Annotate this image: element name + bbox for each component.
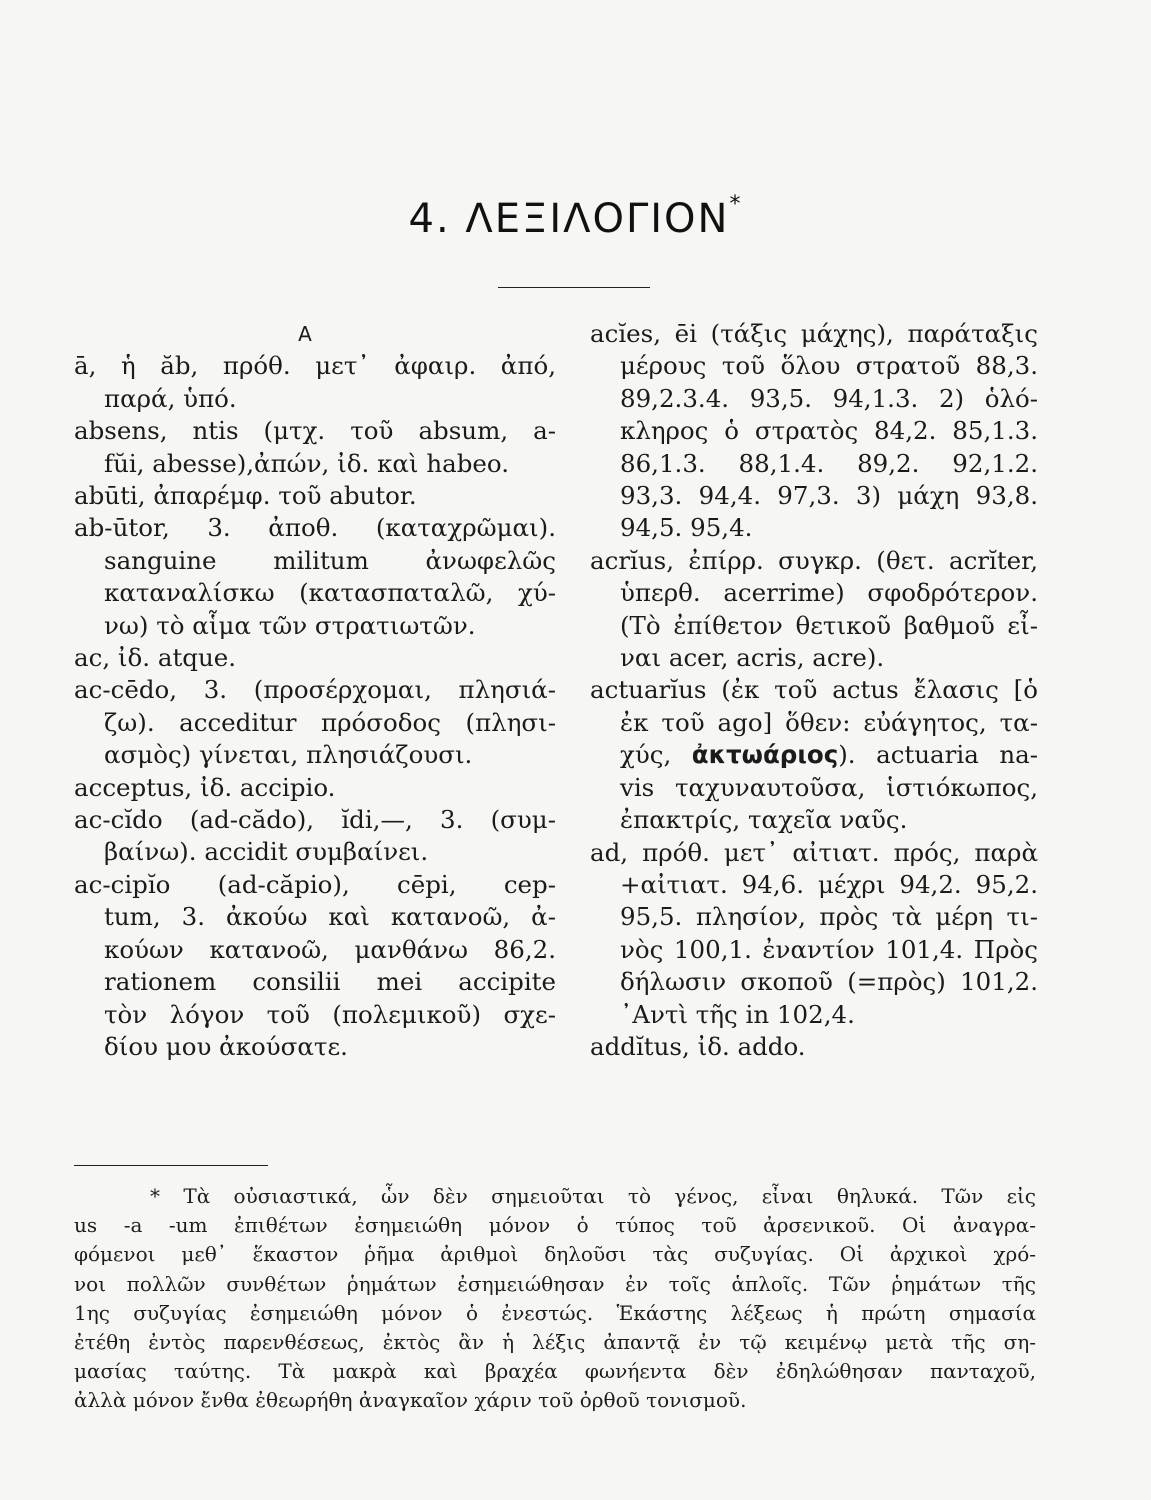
entry-line: tum, 3. ἀκούω καὶ κατανοῶ, ἀ- bbox=[104, 902, 556, 932]
entry-line: ζω). acceditur πρόσοδος (πλησι- bbox=[104, 707, 556, 737]
entry-line: τὸν λόγον τοῦ (πολεμικοῦ) σχε- bbox=[104, 999, 556, 1029]
entry-line: absens, ntis (μτχ. τοῦ absum, a- bbox=[74, 416, 556, 446]
entry-line: 95,5. πλησίον, πρὸς τὰ μέρη τι- bbox=[620, 902, 1038, 932]
entry-line: ac-cipĭo (ad-căpio), cēpi, cep- bbox=[74, 869, 556, 899]
title-rule bbox=[498, 287, 650, 288]
entry-line: ad, πρόθ. μετ᾽ αἰτιατ. πρός, παρὰ bbox=[590, 837, 1038, 867]
dictionary-entry bbox=[74, 642, 556, 674]
entry-line: abūti, ἀπαρέμφ. τοῦ abutor. bbox=[74, 481, 417, 511]
right-column bbox=[590, 318, 1038, 1063]
entry-line: ασμὸς) γίνεται, πλησιάζουσι. bbox=[104, 740, 473, 770]
dictionary-entry bbox=[74, 772, 556, 804]
page-title bbox=[0, 192, 1151, 242]
entry-line: (Τὸ ἐπίθετον θετικοῦ βαθμοῦ εἶ- bbox=[620, 610, 1038, 640]
dictionary-entry bbox=[74, 674, 556, 771]
dictionary-entry bbox=[590, 674, 1038, 836]
entry-line: +αἰτιατ. 94,6. μέχρι 94,2. 95,2. bbox=[620, 869, 1038, 899]
entry-line: ac-cĭdo (ad-cădo), ĭdi,—, 3. (συμ- bbox=[74, 805, 556, 835]
entry-line: δήλωσιν σκοποῦ (=πρὸς) 101,2. bbox=[620, 967, 1038, 997]
entry-line: 89,2.3.4. 93,5. 94,1.3. 2) ὁλό- bbox=[620, 383, 1038, 413]
entry-line: ναι acer, acris, acre). bbox=[620, 643, 885, 673]
footnote-line: * Τὰ οὐσιαστικά, ὧν δὲν σημειοῦται τὸ γένος, εἶναι θηλυκά. Τῶν εἰς bbox=[150, 1184, 1036, 1208]
entry-line: ἐκ τοῦ ago] ὅθεν: εὐάγητος, τα- bbox=[620, 707, 1038, 737]
entry-line: ὑπερθ. acerrime) σφοδρότερον. bbox=[620, 578, 1038, 608]
footnote-line: νοι πολλῶν συνθέτων ῥημάτων ἐσημειώθησαν ἐν τοῖς ἁπλοῖς. Τῶν ῥημάτων τῆς bbox=[74, 1271, 1036, 1296]
dictionary-entry bbox=[74, 480, 556, 512]
bold-term: ἀκτωάριος bbox=[691, 740, 839, 770]
dictionary-entry bbox=[74, 415, 556, 480]
entry-line: ἐπακτρίς, ταχεῖα ναῦς. bbox=[620, 805, 908, 835]
entry-line: κούων κατανοῶ, μανθάνω 86,2. bbox=[104, 934, 556, 964]
page-title-text: 4. ΛΕΞΙΛΟΓΙΟΝ bbox=[408, 196, 730, 242]
entry-line: 94,5. 95,4. bbox=[620, 513, 753, 543]
entry-line: ā, ἡ ăb, πρόθ. μετ᾽ ἀφαιρ. ἀπό, bbox=[74, 351, 556, 381]
footnote-line: 1ης συζυγίας ἐσημειώθη μόνον ὁ ἐνεστώς. Ἑκάστης λέξεως ἡ πρώτη σημασία bbox=[74, 1300, 1036, 1325]
entry-line: fŭi, abesse),ἀπών, ἰδ. καὶ habeo. bbox=[104, 448, 509, 478]
dictionary-entry bbox=[590, 318, 1038, 545]
footnote-line: μασίας ταύτης. Τὰ μακρὰ καὶ βραχέα φωνήεντα δὲν ἐδηλώθησαν πανταχοῦ, bbox=[74, 1359, 1036, 1384]
entry-line: acĭes, ēi (τάξις μάχης), παράταξις bbox=[590, 319, 1038, 348]
entry-line: παρά, ὑπό. bbox=[104, 383, 237, 413]
dictionary-entry bbox=[590, 837, 1038, 1031]
dictionary-entry bbox=[74, 350, 556, 415]
footnote-marker: * bbox=[729, 192, 743, 217]
footnote-rule bbox=[74, 1165, 268, 1166]
entry-line: addĭtus, ἰδ. addo. bbox=[590, 1031, 806, 1061]
entry-line: 86,1.3. 88,1.4. 89,2. 92,1.2. bbox=[620, 448, 1038, 478]
dictionary-entry bbox=[590, 545, 1038, 675]
entry-line: acceptus, ἰδ. accipio. bbox=[74, 772, 336, 802]
entry-line: 93,3. 94,4. 97,3. 3) μάχη 93,8. bbox=[620, 481, 1038, 511]
entry-line: ac-cēdo, 3. (προσέρχομαι, πλησιά- bbox=[74, 675, 556, 705]
entry-line: κληρος ὁ στρατὸς 84,2. 85,1.3. bbox=[620, 416, 1038, 446]
entry-line: νω) τὸ αἷμα τῶν στρατιωτῶν. bbox=[104, 610, 476, 640]
footnote-line: ἀλλὰ μόνον ἔνθα ἐθεωρήθη ἀναγκαῖον χάριν τοῦ ὀρθοῦ τονισμοῦ. bbox=[74, 1388, 747, 1413]
dictionary-entry bbox=[74, 804, 556, 869]
footnote bbox=[74, 1182, 1036, 1416]
entry-line: νὸς 100,1. ἐναντίον 101,4. Πρὸς bbox=[620, 934, 1038, 964]
right-entries bbox=[590, 318, 1038, 1063]
footnote-line: ἐτέθη ἐντὸς παρενθέσεως, ἐκτὸς ἂν ἡ λέξις ἀπαντᾷ ἐν τῷ κειμένῳ μετὰ τῆς ση- bbox=[74, 1330, 1036, 1355]
letter-heading: Α bbox=[298, 322, 312, 346]
entry-line: ac, ἰδ. atque. bbox=[74, 643, 237, 673]
left-column bbox=[74, 318, 556, 1063]
dictionary-entry bbox=[74, 869, 556, 1063]
entry-line: καταναλίσκω (κατασπαταλῶ, χύ- bbox=[104, 578, 556, 608]
dictionary-entry bbox=[590, 1031, 1038, 1063]
entry-line: βαίνω). accidit συμβαίνει. bbox=[104, 837, 429, 867]
entry-line: χύς, ἀκτωάριος). actuaria na- bbox=[620, 740, 1038, 770]
entry-line: δίου μου ἀκούσατε. bbox=[104, 1031, 348, 1061]
entry-line: ab-ūtor, 3. ἀποθ. (καταχρῶμαι). bbox=[74, 513, 556, 543]
entry-line: vis ταχυναυτοῦσα, ἱστιόκωπος, bbox=[620, 772, 1038, 802]
left-entries bbox=[74, 350, 556, 1063]
footnote-line: us -a -um ἐπιθέτων ἐσημειώθη μόνον ὁ τύπος τοῦ ἀρσενικοῦ. Οἱ ἀναγρα- bbox=[74, 1213, 1036, 1238]
dictionary-entry bbox=[74, 512, 556, 642]
entry-line: actuarĭus (ἐκ τοῦ actus ἔλασις [ὁ bbox=[590, 675, 1038, 705]
entry-line: μέρους τοῦ ὅλου στρατοῦ 88,3. bbox=[620, 351, 1038, 381]
entry-line: ᾽Αντὶ τῆς in 102,4. bbox=[620, 999, 855, 1029]
entry-line: rationem consilii mei accipite bbox=[104, 967, 556, 997]
entry-line: acrĭus, ἐπίρρ. συγκρ. (θετ. acrĭter, bbox=[590, 545, 1038, 575]
footnote-line: φόμενοι μεθ᾽ ἕκαστον ῥῆμα ἀριθμοὶ δηλοῦσι τὰς συζυγίας. Οἱ ἀρχικοὶ χρό- bbox=[74, 1242, 1036, 1267]
entry-line: sanguine militum ἀνωφελῶς bbox=[104, 545, 556, 575]
